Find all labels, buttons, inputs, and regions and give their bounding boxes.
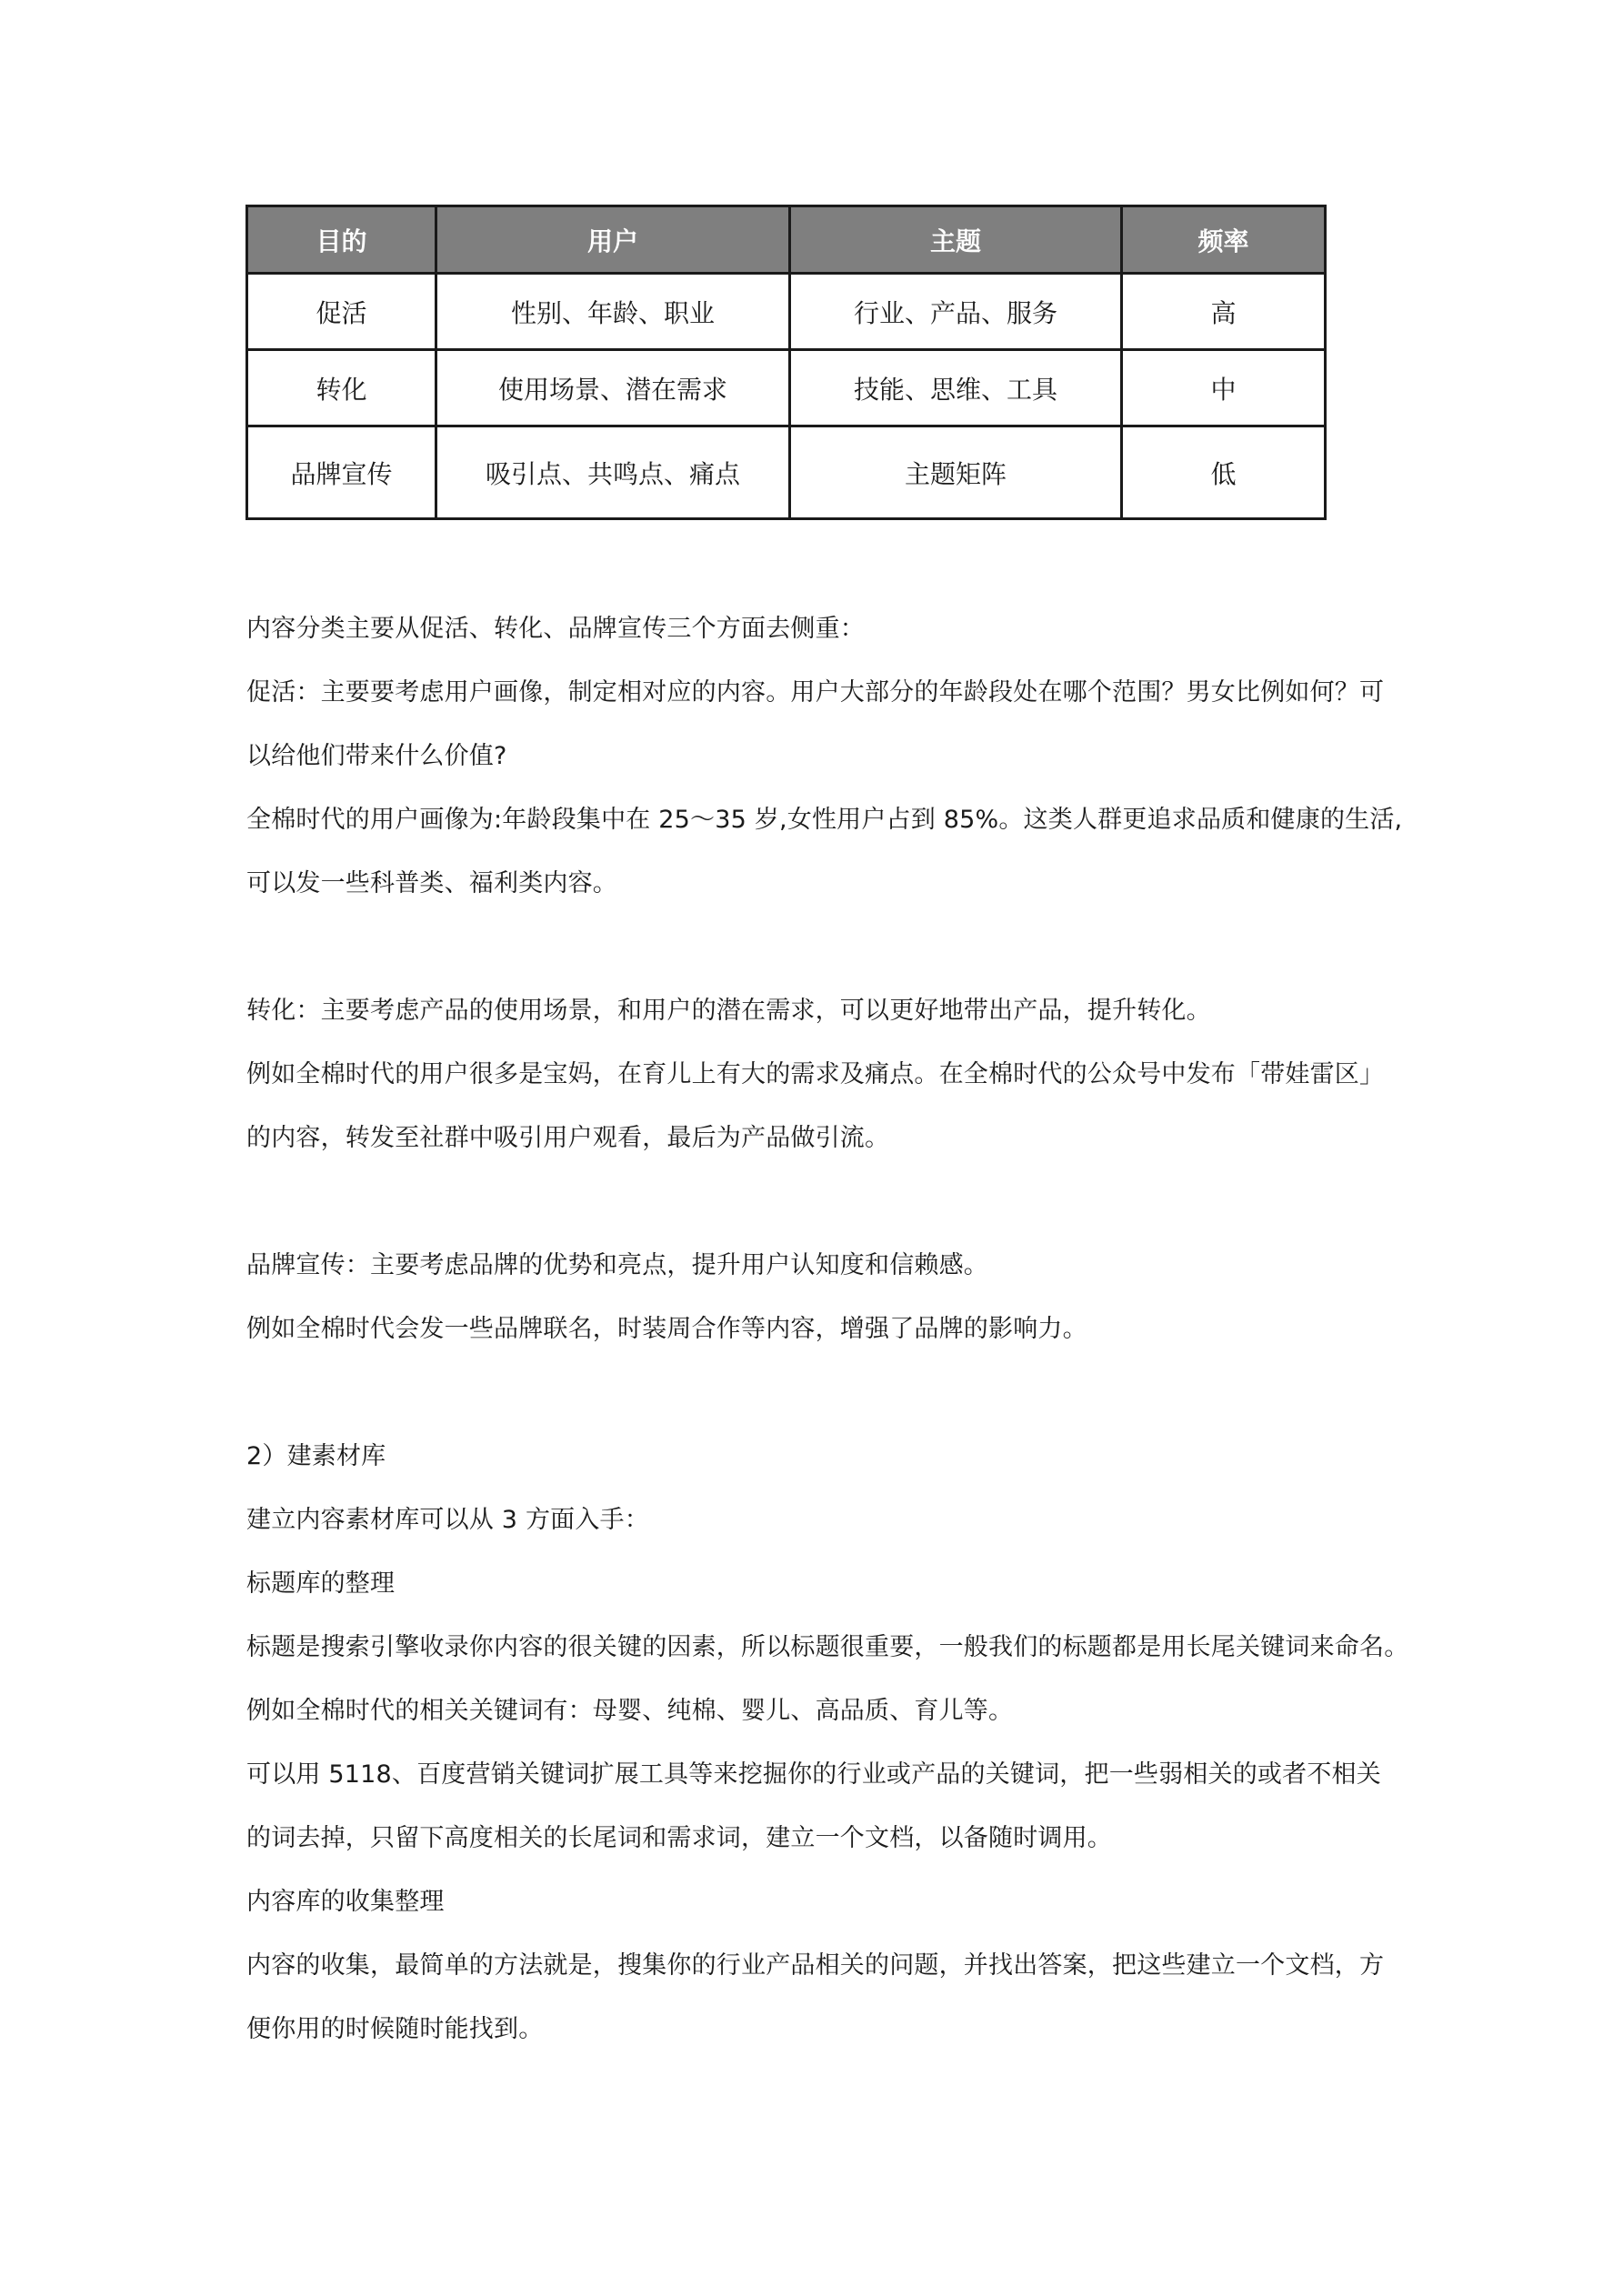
header-topic: 主题 <box>790 206 1122 274</box>
conversion-paragraph: 转化：主要考虑产品的使用场景，和用户的潜在需求，可以更好地带出产品，提升转化。 <box>246 997 1211 1025</box>
content-library-paragraph-line: 便你用的时候随时能找到。 <box>246 2015 544 2043</box>
cell-purpose: 促活 <box>247 274 436 350</box>
activation-example-line: 可以发一些科普类、福利类内容。 <box>246 869 617 897</box>
subsection-heading-title-library: 标题库的整理 <box>246 1569 396 1598</box>
table-row <box>247 350 1326 426</box>
spacer <box>246 1170 1378 1234</box>
section-intro: 建立内容素材库可以从 3 方面入手： <box>246 1506 649 1534</box>
section-heading: 2）建素材库 <box>246 1442 386 1470</box>
title-library-example: 例如全棉时代的相关关键词有：母婴、纯棉、婴儿、高品质、育儿等。 <box>246 1697 1014 1725</box>
cell-purpose: 品牌宣传 <box>247 426 436 519</box>
activation-example-line: 全棉时代的用户画像为:年龄段集中在 25～35 岁,女性用户占到 85%。这类人群更追求品质和健康的生活, <box>246 806 1403 834</box>
cell-user: 性别、年龄、职业 <box>436 274 790 350</box>
intro-paragraph: 内容分类主要从促活、转化、品牌宣传三个方面去侧重： <box>246 615 865 643</box>
spacer <box>246 916 1378 979</box>
table-row <box>247 426 1326 519</box>
cell-topic: 行业、产品、服务 <box>790 274 1122 350</box>
cell-topic: 技能、思维、工具 <box>790 350 1122 426</box>
table-header-row <box>247 206 1326 274</box>
cell-frequency: 高 <box>1122 274 1326 350</box>
title-library-paragraph: 标题是搜索引擎收录你内容的很关键的因素，所以标题很重要，一般我们的标题都是用长尾关键词来命名。 <box>246 1633 1409 1661</box>
conversion-example-line: 的内容，转发至社群中吸引用户观看，最后为产品做引流。 <box>246 1124 890 1152</box>
body-text <box>246 597 1409 2061</box>
header-purpose: 目的 <box>247 206 436 274</box>
branding-example: 例如全棉时代会发一些品牌联名，时装周合作等内容，增强了品牌的影响力。 <box>246 1315 1087 1343</box>
table-row <box>247 274 1326 350</box>
header-frequency: 频率 <box>1122 206 1326 274</box>
branding-paragraph: 品牌宣传：主要考虑品牌的优势和亮点，提升用户认知度和信赖感。 <box>246 1251 988 1279</box>
cell-user: 使用场景、潜在需求 <box>436 350 790 426</box>
spacer <box>246 1361 1378 1425</box>
cell-user: 吸引点、共鸣点、痛点 <box>436 426 790 519</box>
cell-purpose: 转化 <box>247 350 436 426</box>
title-library-tools-line: 的词去掉，只留下高度相关的长尾词和需求词，建立一个文档，以备随时调用。 <box>246 1824 1112 1852</box>
activation-paragraph-line: 促活：主要要考虑用户画像，制定相对应的内容。用户大部分的年龄段处在哪个范围？男女比例如何？可 <box>246 678 1385 707</box>
subsection-heading-content-library: 内容库的收集整理 <box>246 1888 445 1916</box>
conversion-example-line: 例如全棉时代的用户很多是宝妈，在育儿上有大的需求及痛点。在全棉时代的公众号中发布「带娃雷区」 <box>246 1060 1385 1088</box>
activation-paragraph-line: 以给他们带来什么价值? <box>246 742 507 770</box>
content-matrix-table <box>245 205 1327 520</box>
content-library-paragraph-line: 内容的收集，最简单的方法就是，搜集你的行业产品相关的问题，并找出答案，把这些建立一个文档，方 <box>246 1951 1385 1980</box>
cell-frequency: 低 <box>1122 426 1326 519</box>
title-library-tools-line: 可以用 5118、百度营销关键词扩展工具等来挖掘你的行业或产品的关键词，把一些弱相关的或者不相关 <box>246 1760 1381 1789</box>
cell-frequency: 中 <box>1122 350 1326 426</box>
cell-topic: 主题矩阵 <box>790 426 1122 519</box>
header-user: 用户 <box>436 206 790 274</box>
